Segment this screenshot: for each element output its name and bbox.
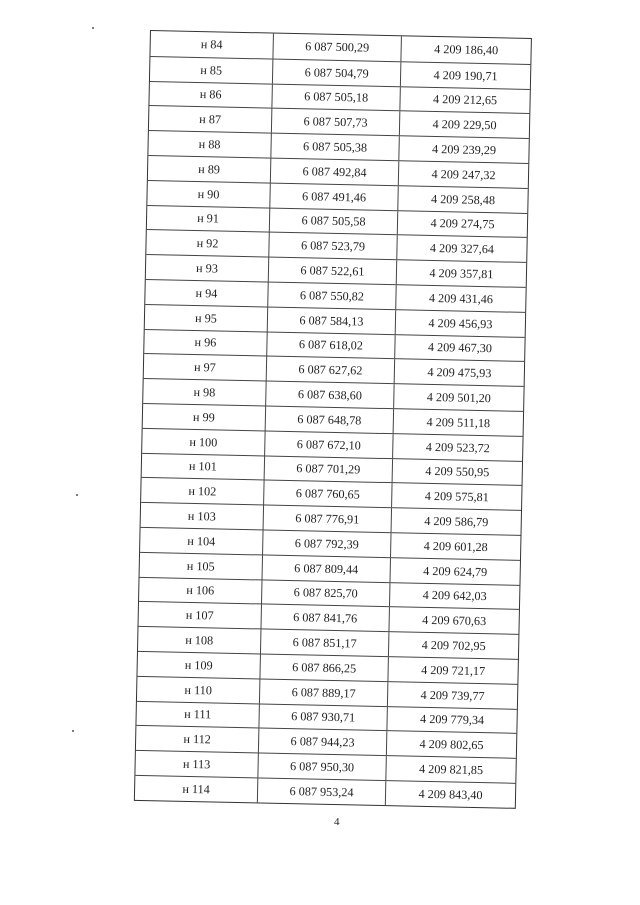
point-id-cell: н 91	[147, 206, 270, 232]
x-coordinate-cell: 6 087 505,58	[270, 208, 398, 234]
point-id-cell: н 105	[140, 553, 263, 579]
x-coordinate-cell: 6 087 930,71	[259, 704, 387, 730]
y-coordinate-cell: 4 209 739,77	[420, 687, 485, 703]
y-coordinate-cell: 4 209 550,95	[425, 464, 490, 480]
point-id-cell: н 101	[142, 453, 265, 479]
point-id-cell: н 93	[146, 255, 269, 281]
x-coordinate-cell: 6 087 792,39	[263, 530, 391, 556]
x-coordinate-cell: 6 087 841,76	[261, 605, 389, 631]
y-coordinate-cell: 4 209 274,75	[430, 216, 495, 232]
page-number: 4	[334, 816, 340, 828]
x-coordinate-cell: 6 087 825,70	[262, 580, 390, 606]
y-coordinate-cell: 4 209 475,93	[427, 365, 492, 381]
point-id-cell: н 100	[142, 429, 265, 455]
y-coordinate-cell: 4 209 802,65	[419, 736, 484, 753]
y-coordinate-cell: 4 209 821,85	[418, 761, 484, 778]
point-id-cell: н 95	[145, 305, 268, 331]
y-coordinate-cell: 4 209 239,29	[431, 141, 497, 158]
y-coordinate-cell: 4 209 327,64	[429, 241, 495, 257]
x-coordinate-cell: 6 087 953,24	[258, 778, 386, 804]
y-coordinate-cell: 4 209 779,34	[419, 712, 485, 728]
x-coordinate-cell: 6 087 505,38	[271, 134, 399, 160]
x-coordinate-cell: 6 087 507,73	[272, 109, 400, 135]
y-coordinate-cell: 4 209 843,40	[418, 786, 483, 802]
point-id-cell: н 96	[144, 330, 267, 356]
x-coordinate-cell: 6 087 550,82	[268, 283, 396, 309]
x-coordinate-cell: 6 087 618,02	[267, 332, 395, 358]
y-coordinate-cell: 4 209 575,81	[424, 488, 489, 505]
point-id-cell: н 109	[137, 652, 260, 678]
point-id-cell: н 88	[148, 131, 271, 157]
point-id-cell: н 87	[149, 106, 272, 132]
point-id-cell: н 92	[146, 230, 269, 256]
scan-speck	[76, 494, 78, 496]
y-coordinate-cell: 4 209 258,48	[430, 191, 496, 207]
coordinates-table	[134, 30, 532, 809]
x-coordinate-cell: 6 087 522,61	[269, 258, 397, 284]
x-coordinate-cell: 6 087 889,17	[260, 679, 388, 705]
y-coordinate-cell: 4 209 523,72	[425, 439, 490, 455]
y-coordinate-cell: 4 209 642,03	[422, 588, 487, 604]
point-id-cell: н 108	[138, 627, 261, 653]
point-id-cell: н 85	[150, 57, 273, 83]
point-id-cell: н 86	[149, 82, 272, 108]
point-id-cell: н 84	[150, 31, 273, 58]
point-id-cell: н 104	[140, 528, 263, 554]
x-coordinate-cell: 6 087 492,84	[271, 159, 399, 185]
point-id-cell: н 110	[137, 677, 260, 703]
x-coordinate-cell: 6 087 504,79	[273, 59, 401, 85]
point-id-cell: н 112	[136, 726, 259, 752]
x-coordinate-cell: 6 087 627,62	[267, 357, 395, 383]
y-coordinate-cell: 4 209 721,17	[421, 662, 486, 678]
x-coordinate-cell: 6 087 500,29	[273, 34, 401, 61]
point-id-cell: н 113	[135, 751, 258, 777]
x-coordinate-cell: 6 087 866,25	[260, 654, 388, 680]
point-id-cell: н 90	[147, 181, 270, 207]
y-coordinate-cell: 4 209 501,20	[426, 389, 491, 406]
x-coordinate-cell: 6 087 505,18	[272, 84, 400, 110]
y-coordinate-cell: 4 209 190,71	[433, 67, 498, 83]
point-id-cell: н 103	[141, 503, 264, 529]
point-id-cell: н 97	[144, 354, 267, 380]
y-coordinate-cell: 4 209 624,79	[423, 563, 488, 579]
y-coordinate-cell: 4 209 586,79	[424, 513, 489, 530]
scan-speck	[92, 27, 94, 29]
x-coordinate-cell: 6 087 584,13	[268, 307, 396, 333]
y-coordinate-cell: 4 209 212,65	[432, 92, 498, 108]
x-coordinate-cell: 6 087 851,17	[261, 630, 389, 656]
point-id-cell: н 98	[143, 379, 266, 405]
y-coordinate-cell: 4 209 467,30	[427, 340, 493, 356]
point-id-cell: н 94	[145, 280, 268, 306]
x-coordinate-cell: 6 087 760,65	[264, 481, 392, 507]
point-id-cell: н 106	[139, 577, 262, 603]
point-id-cell: н 89	[148, 156, 271, 182]
point-id-cell: н 111	[136, 701, 259, 727]
point-id-cell: н 102	[141, 478, 264, 504]
y-coordinate-cell: 4 209 431,46	[428, 290, 494, 307]
x-coordinate-cell: 6 087 672,10	[265, 431, 393, 457]
x-coordinate-cell: 6 087 950,30	[258, 754, 386, 780]
x-coordinate-cell: 6 087 648,78	[266, 406, 394, 432]
x-coordinate-cell: 6 087 523,79	[269, 233, 397, 259]
x-coordinate-cell: 6 087 491,46	[270, 183, 398, 209]
point-id-cell: н 107	[139, 602, 262, 628]
y-coordinate-cell: 4 209 229,50	[432, 117, 497, 133]
y-coordinate-cell: 4 209 702,95	[421, 637, 486, 654]
scan-speck	[72, 730, 74, 732]
x-coordinate-cell: 6 087 809,44	[263, 555, 391, 581]
point-id-cell: н 114	[135, 776, 258, 802]
y-coordinate-cell: 4 209 186,40	[434, 42, 499, 58]
y-coordinate-cell: 4 209 601,28	[423, 538, 488, 554]
x-coordinate-cell: 6 087 638,60	[266, 382, 394, 408]
y-coordinate-cell: 4 209 511,18	[426, 414, 491, 430]
y-coordinate-cell: 4 209 247,32	[431, 166, 496, 183]
y-coordinate-cell: 4 209 456,93	[428, 315, 493, 331]
point-id-cell: н 99	[143, 404, 266, 430]
x-coordinate-cell: 6 087 776,91	[264, 506, 392, 532]
x-coordinate-cell: 6 087 701,29	[265, 456, 393, 482]
y-coordinate-cell: 4 209 357,81	[429, 265, 494, 282]
x-coordinate-cell: 6 087 944,23	[259, 729, 387, 755]
y-coordinate-cell: 4 209 670,63	[422, 612, 487, 629]
